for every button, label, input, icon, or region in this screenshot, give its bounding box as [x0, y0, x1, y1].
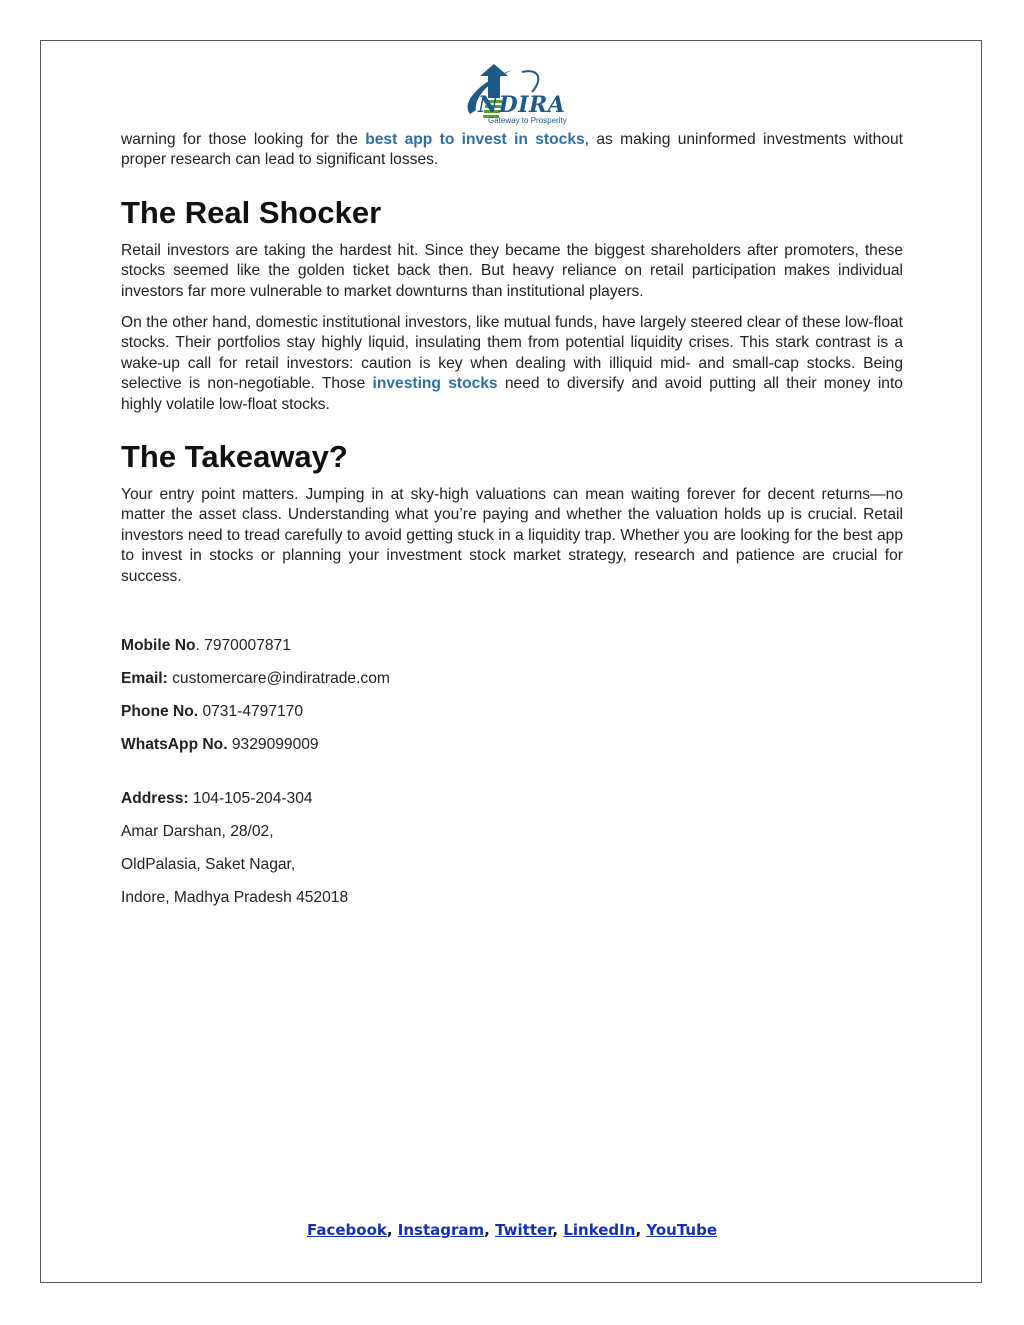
- address-line-1-text: 104-105-204-304: [188, 790, 313, 808]
- phone-row: [121, 701, 903, 722]
- address-line-1: [121, 788, 903, 809]
- shocker-p2-post: need to diversify and avoid putting all their money into highly volatile low-float stocks.: [121, 375, 903, 413]
- address-line-3: OldPalasia, Saket Nagar,: [121, 856, 296, 874]
- instagram-link[interactable]: Instagram: [397, 1221, 485, 1239]
- heading-real-shocker: The Real Shocker: [121, 194, 382, 230]
- phone-value: 0731-4797170: [198, 703, 304, 721]
- intro-paragraph: [121, 130, 903, 171]
- separator: ,: [484, 1221, 496, 1239]
- mobile-label: Mobile No: [121, 637, 196, 655]
- takeaway-paragraph: Your entry point matters. Jumping in at sky-high valuations can mean waiting forever for decent returns—no matter the asset class. Understanding what you’re paying and whether the valuation holds up is crucial. Retail investors need to tread carefully to avoid getting stuck in a liquidity trap. Whether you are looking for the best app to invest in stocks or planning your investment stock market strategy, research and patience are crucial for success.: [121, 486, 903, 585]
- separator: ,: [552, 1221, 564, 1239]
- best-app-link[interactable]: best app to invest in stocks: [365, 131, 585, 148]
- document-body: [121, 130, 903, 920]
- logo-tagline: Gateway to Prosperity: [488, 116, 567, 125]
- shocker-paragraph-2: [121, 313, 903, 415]
- address-label: Address:: [121, 790, 189, 808]
- address-block: [121, 788, 903, 908]
- phone-label: Phone No.: [121, 703, 199, 721]
- whatsapp-label: WhatsApp No.: [121, 736, 228, 754]
- whatsapp-row: [121, 734, 903, 755]
- contact-block: [121, 635, 903, 755]
- address-line-4: Indore, Madhya Pradesh 452018: [121, 889, 349, 907]
- separator: ,: [635, 1221, 647, 1239]
- email-label: Email:: [121, 670, 168, 688]
- twitter-link[interactable]: Twitter: [495, 1221, 553, 1239]
- whatsapp-value: 9329099009: [227, 736, 319, 754]
- heading-takeaway: The Takeaway?: [121, 439, 348, 475]
- youtube-link[interactable]: YouTube: [646, 1221, 718, 1239]
- logo-wordmark: NDIRA: [478, 92, 566, 118]
- mobile-row: [121, 635, 903, 656]
- separator: ,: [386, 1221, 398, 1239]
- email-row: [121, 668, 903, 689]
- shocker-paragraph-1: Retail investors are taking the hardest hit. Since they became the biggest shareholders after promoters, these stocks seemed like the golden ticket back then. But heavy reliance on retail participation makes individual investors far more vulnerable to market downturns than institutional players.: [121, 241, 903, 300]
- intro-text-post: , as making uninformed investments without proper research can lead to significant losses.: [121, 131, 903, 169]
- intro-text-pre: warning for those looking for the: [121, 131, 366, 148]
- investing-stocks-link[interactable]: investing stocks: [372, 375, 498, 393]
- email-value: customercare@indiratrade.com: [167, 670, 390, 688]
- social-links: [0, 1221, 1024, 1239]
- shocker-p2-pre: On the other hand, domestic institutional investors, like mutual funds, have largely steered clear of these low-float stocks. Their portfolios stay highly liquid, insulating them from potential liquidity crises. This stark contrast is a wake-up call for retail investors: caution is key when dealing with illiquid mid- and small-cap stocks. Being selective is non-negotiable. Those: [121, 314, 903, 393]
- mobile-value: . 7970007871: [195, 637, 291, 655]
- address-line-2: Amar Darshan, 28/02,: [121, 823, 274, 841]
- facebook-link[interactable]: Facebook: [306, 1221, 387, 1239]
- linkedin-link[interactable]: LinkedIn: [563, 1221, 636, 1239]
